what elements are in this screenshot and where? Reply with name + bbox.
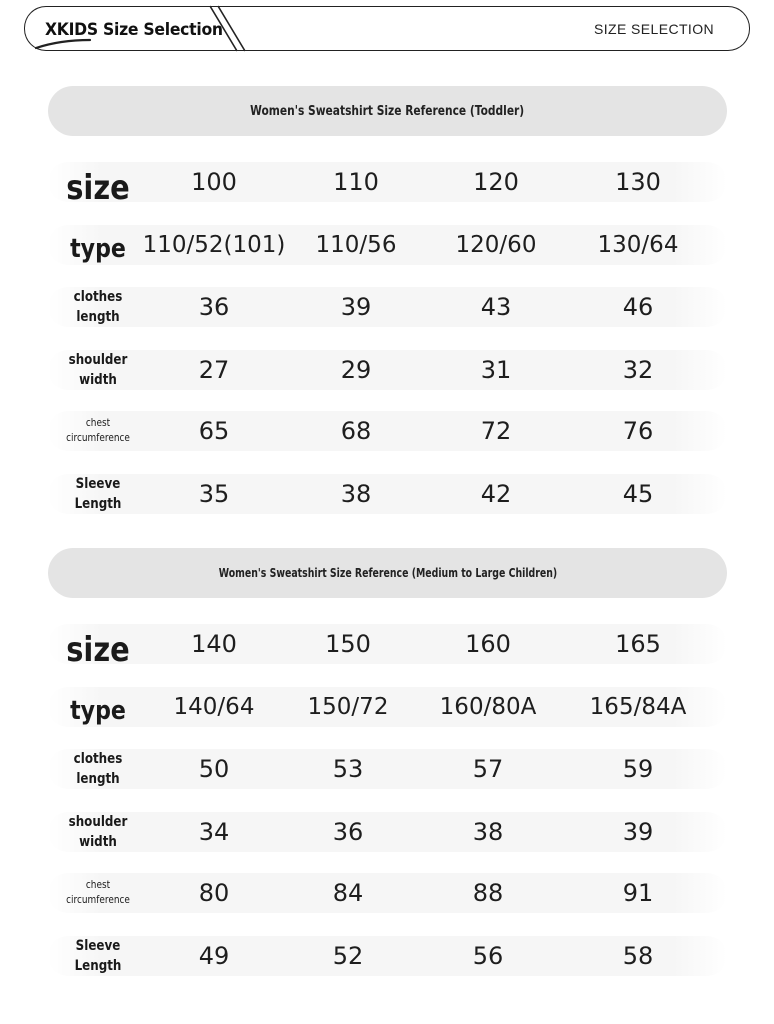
table-cell: 160 <box>465 630 511 658</box>
row-label: shoulder width <box>68 352 128 388</box>
table-cell: 76 <box>622 417 654 445</box>
table-cell: 88 <box>472 879 504 907</box>
table-cell: 140/64 <box>173 694 255 720</box>
row-label: type <box>70 234 126 264</box>
table-cell: 160/80A <box>439 694 537 720</box>
table-cell: 65 <box>198 417 230 445</box>
table-cell: 91 <box>622 879 654 907</box>
table-cell: 53 <box>332 755 364 783</box>
table-cell: 35 <box>198 480 230 508</box>
table-cell: 59 <box>622 755 654 783</box>
table-cell: 29 <box>340 356 372 384</box>
table-cell: 46 <box>622 293 654 321</box>
clothes-length-row <box>48 287 727 327</box>
clothes-length-row <box>48 749 727 789</box>
row-label: clothes length <box>73 289 123 325</box>
table-cell: 32 <box>622 356 654 384</box>
table-cell: 68 <box>340 417 372 445</box>
table-cell: 36 <box>332 818 364 846</box>
table-cell: 72 <box>480 417 512 445</box>
chest-circumference-row <box>48 873 727 913</box>
row-label: chest circumference <box>66 417 130 444</box>
table-cell: 140 <box>191 630 237 658</box>
section-title: Women's Sweatshirt Size Reference (Medium to Large Children) <box>218 566 557 580</box>
table-cell: 45 <box>622 480 654 508</box>
table-cell: 110 <box>333 168 379 196</box>
section-banner-children <box>48 548 727 598</box>
table-cell: 84 <box>332 879 364 907</box>
size-row <box>48 162 727 208</box>
sleeve-length-row <box>48 936 727 976</box>
sleeve-length-row <box>48 474 727 514</box>
table-cell: 58 <box>622 942 654 970</box>
table-cell: 120/60 <box>455 232 537 258</box>
table-cell: 49 <box>198 942 230 970</box>
table-cell: 80 <box>198 879 230 907</box>
table-cell: 165/84A <box>589 694 687 720</box>
table-cell: 34 <box>198 818 230 846</box>
table-cell: 150/72 <box>307 694 389 720</box>
type-row <box>48 225 727 265</box>
row-label: size <box>66 630 130 670</box>
table-cell: 39 <box>622 818 654 846</box>
table-cell: 52 <box>332 942 364 970</box>
table-cell: 38 <box>340 480 372 508</box>
table-cell: 150 <box>325 630 371 658</box>
row-label: size <box>66 168 130 208</box>
table-cell: 50 <box>198 755 230 783</box>
section-title: Women's Sweatshirt Size Reference (Toddler) <box>250 103 525 119</box>
brand-title: XKIDS Size Selection <box>45 20 223 40</box>
table-cell: 120 <box>473 168 519 196</box>
table-cell: 165 <box>615 630 661 658</box>
type-row <box>48 687 727 727</box>
shoulder-width-row <box>48 350 727 390</box>
table-cell: 130 <box>615 168 661 196</box>
table-cell: 27 <box>198 356 230 384</box>
table-cell: 130/64 <box>597 232 679 258</box>
row-label: Sleeve Length <box>74 938 122 974</box>
table-cell: 56 <box>472 942 504 970</box>
shoulder-width-row <box>48 812 727 852</box>
table-cell: 36 <box>198 293 230 321</box>
row-label: type <box>70 696 126 726</box>
table-cell: 31 <box>480 356 512 384</box>
table-cell: 38 <box>472 818 504 846</box>
table-cell: 100 <box>191 168 237 196</box>
table-cell: 39 <box>340 293 372 321</box>
page-header <box>0 0 774 60</box>
table-cell: 110/52(101) <box>142 232 286 258</box>
section-banner-toddler <box>48 86 727 136</box>
table-cell: 42 <box>480 480 512 508</box>
table-cell: 57 <box>472 755 504 783</box>
row-label: shoulder width <box>68 814 128 850</box>
header-section-label: SIZE SELECTION <box>594 21 714 37</box>
row-label: clothes length <box>73 751 123 787</box>
table-cell: 110/56 <box>315 232 397 258</box>
row-label: Sleeve Length <box>74 476 122 512</box>
row-label: chest circumference <box>66 879 130 906</box>
chest-circumference-row <box>48 411 727 451</box>
table-cell: 43 <box>480 293 512 321</box>
size-row <box>48 624 727 670</box>
